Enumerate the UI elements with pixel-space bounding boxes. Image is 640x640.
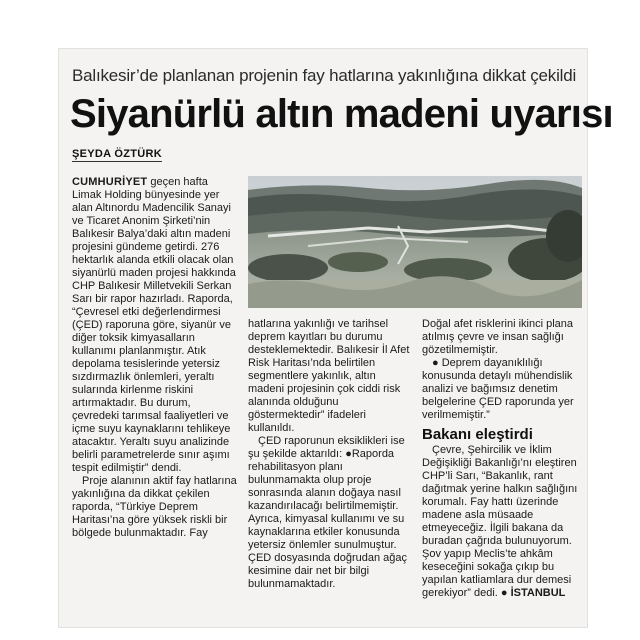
column-1-text-1: geçen hafta Limak Holding bünyesinde yer alan Altınordu Madencilik Sanayi ve Ticaret Anonim Şirketi’nin Balıkesir Balya’daki altın madeni projesini gündeme getirdi. 276 hektarlık alanda etkili olacak olan siyanürlü maden projesi hakkında CHP Balıkesir Milletvekili Serkan Sarı bir rapor hazırladı. Raporda, “Çevresel etki değerlendirmesi (ÇED) raporuna göre, siyanür ve diğer toksik kimyasalların kullanımı planlanmıştır. Atık depolama tesislerinde yetersiz sızdırmazlık önlemleri, yeraltı sularında kirlenme riskini artırmaktadır. Bu durum, çevredeki tarımsal faaliyetleri ve içme suyu kaynaklarını tehlikeye atacaktır. Yeraltı suyu analizinde belirli parametrelerde sınır aşımı tespit edilmiştir” dendi.	[72, 176, 236, 474]
column-3-text-3: Çevre, Şehircilik ve İklim Değişikliği Bakanlığı’nı eleştiren CHP’li Sarı, “Bakanlık, rant dağıtmak yerine halkın sağlığını korumalı. Fay hattı üzerinde madene asla müsaade etmeyeceğiz. İlgili bakana da buradan çağrıda bulunuyorum. Şov yapıp Meclis’te ahkâm keseceğini sokağa çıkıp bu yapılan katliamlara dur demesi gerekiyor” dedi. ●	[422, 444, 578, 599]
article-subheading: Bakanı eleştirdi	[422, 426, 533, 443]
article-headline: Siyanürlü altın madeni uyarısı	[70, 92, 613, 136]
column-3-paragraph-3	[422, 444, 584, 600]
article-lead-word: CUMHURİYET	[72, 176, 148, 188]
landscape-photo-image	[248, 176, 582, 308]
column-3-paragraph-1: Doğal afet risklerini ikinci plana atılmış çevre ve insan sağlığı gözetilmemiştir.	[422, 318, 574, 356]
column-3-paragraph-2: ● Deprem dayanıklılığı konusunda detaylı mühendislik analizi ve bağımsız denetim belgelerine ÇED raporunda yer verilmemiştir.”	[422, 357, 574, 421]
article-photo	[248, 176, 582, 308]
article-column-3	[422, 318, 584, 600]
article-kicker: Balıkesir’de planlanan projenin fay hatlarına yakınlığına dikkat çekildi	[72, 66, 577, 85]
column-1-paragraph-2: Proje alanının aktif fay hatlarına yakınlığına da dikkat çekilen raporda, “Türkiye Deprem Haritası’na göre yüksek riskli bir bölgede bulunmaktadır. Fay	[72, 475, 237, 539]
column-2-paragraph-2: ÇED raporunun eksiklikleri ise şu şekilde aktarıldı: ●Raporda rehabilitasyon planı bulunmamakta olup proje sonrasında alanın doğaya nasıl kazandırılacağı belirtilmemiştir. Ayrıca, kimyasal kullanımı ve su kaynaklarına etkiler konusunda yetersiz önlemler sunulmuştur. ÇED dosyasında doğrudan ağaç kesimine dair net bir bilgi bulunmamaktadır.	[248, 435, 407, 590]
dateline-city: İSTANBUL	[510, 587, 566, 599]
article-byline: ŞEYDA ÖZTÜRK	[72, 148, 162, 160]
article-column-2	[248, 318, 412, 591]
column-2-paragraph-1: hatlarına yakınlığı ve tarihsel deprem kayıtları bu durumu desteklemektedir. Balıkesir İl Afet Risk Haritası’nda belirtilen segmentlere yakınlık, altın madeni projesinin çok ciddi risk alanında olduğunu göstermektedir” ifadeleri kullanıldı.	[248, 318, 410, 434]
article-column-1	[72, 176, 238, 540]
column-1-paragraph-1	[72, 176, 238, 475]
